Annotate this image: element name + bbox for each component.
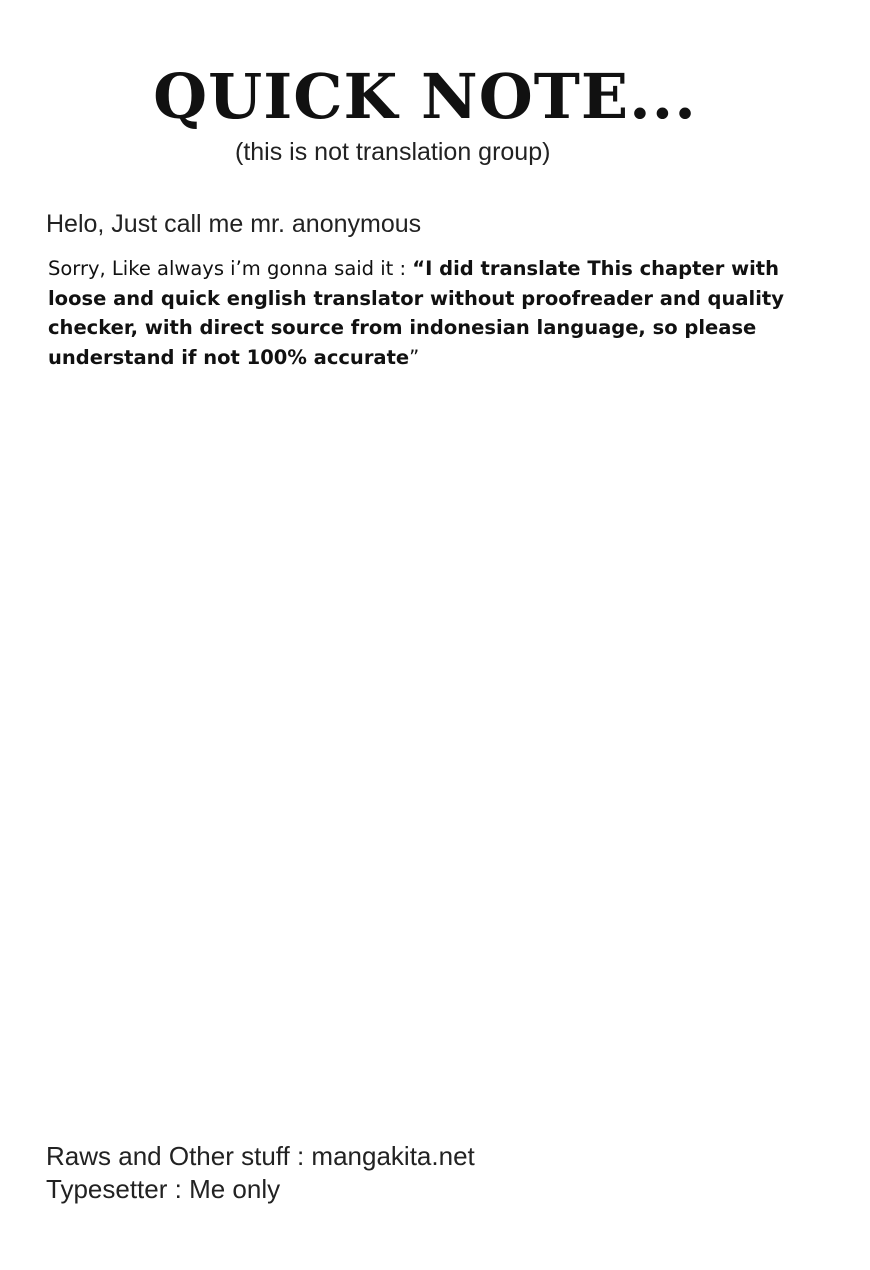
credits-block	[46, 1140, 475, 1206]
typesetter-credit: Typesetter : Me only	[46, 1174, 281, 1204]
translation-note	[48, 254, 808, 372]
note-prefix: Sorry, Like always i’m gonna said it :	[48, 257, 413, 280]
page-subtitle: (this is not translation group)	[235, 138, 551, 166]
note-open-quote: “	[412, 257, 426, 280]
note-close-quote: ”	[409, 345, 420, 369]
note-disclaimer: I did translate This chapter with loose and quick english translator without proofreader and quality checker, with direct source from indonesian language, so please understand if not 100% accurate	[48, 257, 784, 369]
raws-credit: Raws and Other stuff : mangakita.net	[46, 1141, 475, 1171]
greeting-text: Helo, Just call me mr. anonymous	[46, 210, 422, 238]
page-title: QUICK NOTE...	[153, 60, 697, 133]
